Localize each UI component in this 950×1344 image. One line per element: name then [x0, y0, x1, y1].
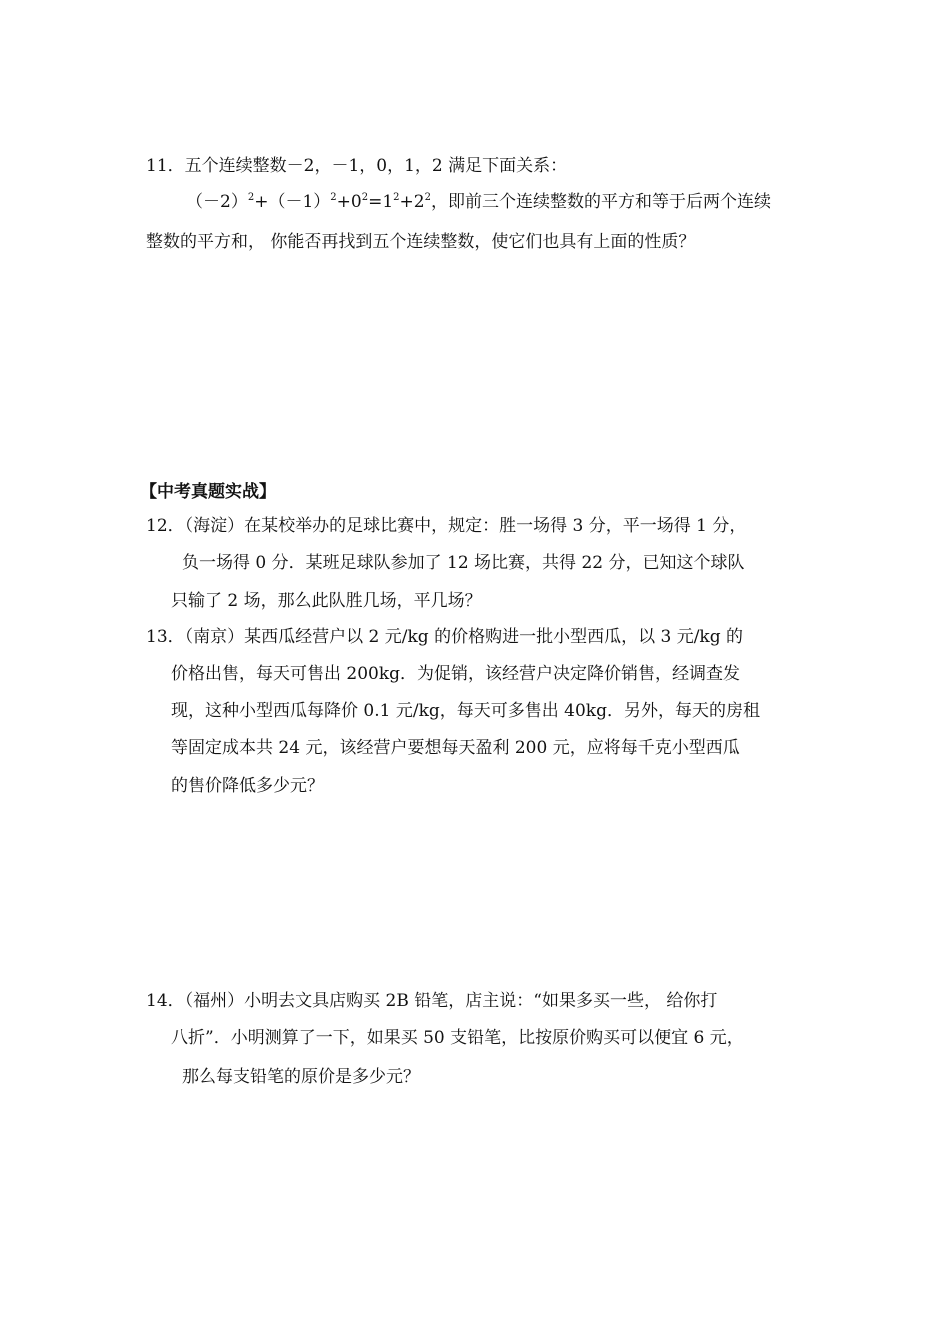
- q13-line-1: 13．（南京）某西瓜经营户以 2 元/kg 的价格购进一批小型西瓜，以 3 元/kg 的: [146, 627, 744, 647]
- q13-line-5: 的售价降低多少元？: [171, 776, 324, 796]
- q11-line-3: 整数的平方和， 你能否再找到五个连续整数，使它们也具有上面的性质？: [146, 232, 696, 252]
- q13-line-4: 等固定成本共 24 元，该经营户要想每天盈利 200 元，应将每千克小型西瓜: [171, 738, 740, 758]
- q12-line-1: 12．（海淀）在某校举办的足球比赛中，规定：胜一场得 3 分，平一场得 1 分，: [146, 516, 747, 536]
- q14-line-3: 那么每支铅笔的原价是多少元？: [182, 1067, 420, 1087]
- q11-expr-e: +2: [399, 192, 425, 212]
- q12-line-2: 负一场得 0 分．某班足球队参加了 12 场比赛，共得 22 分，已知这个球队: [182, 553, 745, 573]
- q11-expr-c: +0: [336, 192, 362, 212]
- q12-line-3: 只输了 2 场，那么此队胜几场，平几场？: [171, 591, 482, 611]
- q11-expr-b: +（－1）: [254, 192, 331, 212]
- q11-expr-a: （－2）: [186, 192, 248, 212]
- q11-line-1: 11．五个连续整数－2，－1，0，1，2 满足下面关系：: [146, 156, 568, 176]
- q11-sup: 2: [393, 192, 400, 203]
- q13-line-2: 价格出售，每天可售出 200kg．为促销，该经营户决定降价销售，经调查发: [171, 664, 741, 684]
- q11-sup: 2: [424, 192, 431, 203]
- q11-expr-f: ，即前三个连续整数的平方和等于后两个连续: [430, 192, 771, 212]
- section-title: 【中考真题实战】: [140, 482, 276, 502]
- q13-line-3: 现，这种小型西瓜每降价 0.1 元/kg，每天可多售出 40kg．另外，每天的房租: [171, 701, 760, 721]
- q14-line-1: 14．（福州）小明去文具店购买 2B 铅笔，店主说：“如果多买一些， 给你打: [146, 991, 718, 1011]
- q11-line-2: [186, 191, 771, 213]
- q11-sup: 2: [247, 192, 255, 203]
- q11-sup: 2: [361, 192, 369, 203]
- q11-expr-d: =1: [368, 192, 394, 212]
- q11-sup: 2: [330, 192, 337, 203]
- q14-line-2: 八折”．小明测算了一下，如果买 50 支铅笔，比按原价购买可以便宜 6 元，: [171, 1028, 744, 1048]
